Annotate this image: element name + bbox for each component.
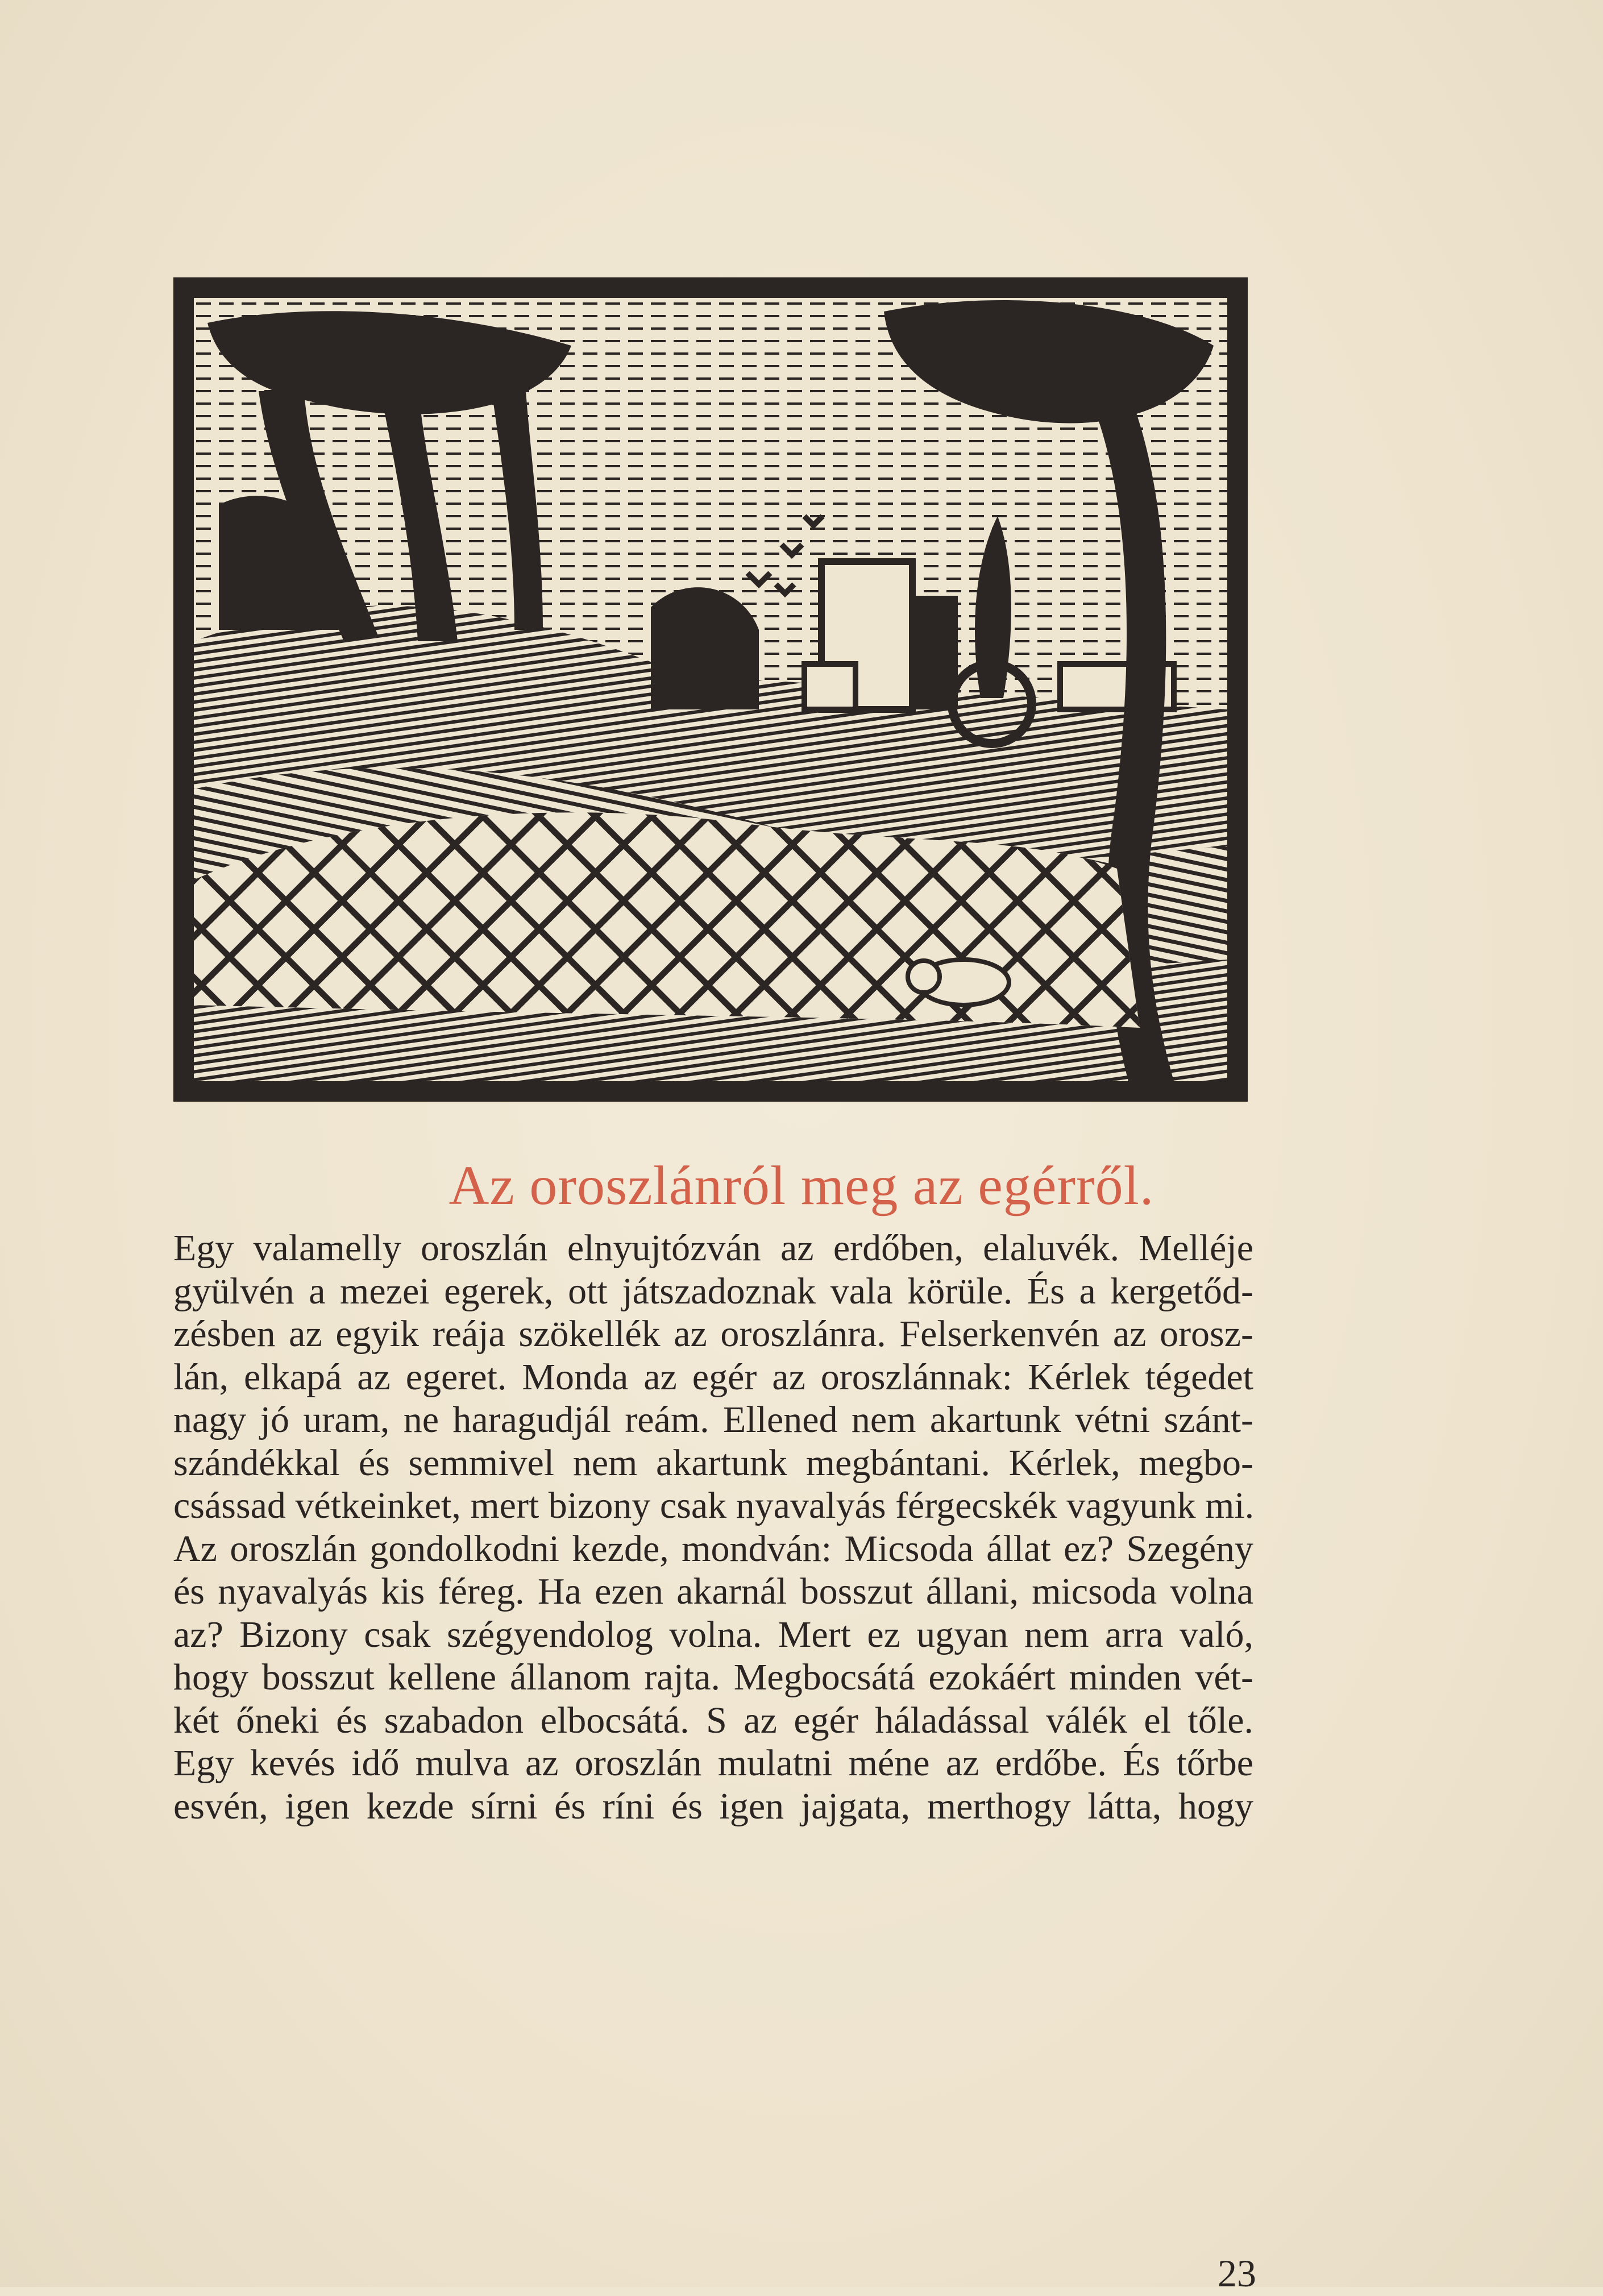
body-line: szándékkal és semmivel nem akartunk megbántani. Kérlek, megbo- [173, 1442, 1253, 1484]
body-line: zésben az egyik reája szökellék az oroszlánra. Felserkenvén az orosz- [173, 1313, 1253, 1355]
body-line: csássad vétkeinket, mert bizony csak nyavalyás férgecskék vagyunk mi. [173, 1485, 1255, 1526]
body-line: gyülvén a mezei egerek, ott játszadoznak vala körüle. És a kergetőd- [173, 1270, 1253, 1312]
story-title: Az oroszlánról meg az egérről. [448, 1155, 1155, 1216]
page-number: 23 [1218, 2252, 1256, 2295]
body-line: Az oroszlán gondolkodni kezde, mondván: Micsoda állat ez? Szegény [173, 1527, 1253, 1570]
woodcut-illustration [173, 277, 1248, 1102]
body-line: és nyavalyás kis féreg. Ha ezen akarnál bosszut állani, micsoda volna [173, 1571, 1253, 1612]
body-line: hogy bosszut kellene állanom rajta. Megbocsátá ezokáért minden vét- [173, 1656, 1253, 1698]
body-line: két őneki és szabadon elbocsátá. S az egér háladással válék el tőle. [173, 1699, 1253, 1741]
body-line: nagy jó uram, ne haragudjál reám. Ellened nem akartunk vétni szánt- [173, 1399, 1253, 1440]
body-line: Egy valamelly oroszlán elnyujtózván az erdőben, elaluvék. Melléje [173, 1227, 1253, 1269]
body-line: Egy kevés idő mulva az oroszlán mulatni méne az erdőbe. És tőrbe [173, 1742, 1253, 1784]
body-line: lán, elkapá az egeret. Monda az egér az oroszlánnak: Kérlek tégedet [173, 1356, 1253, 1398]
body-line: esvén, igen kezde sírni és ríni és igen jajgata, merthogy látta, hogy [173, 1785, 1253, 1827]
woodcut-lion-net-mouse-mill-icon [173, 277, 1248, 1102]
story-body [173, 1227, 1253, 1828]
body-line: az? Bizony csak szégyendolog volna. Mert ez ugyan nem arra való, [173, 1613, 1253, 1655]
